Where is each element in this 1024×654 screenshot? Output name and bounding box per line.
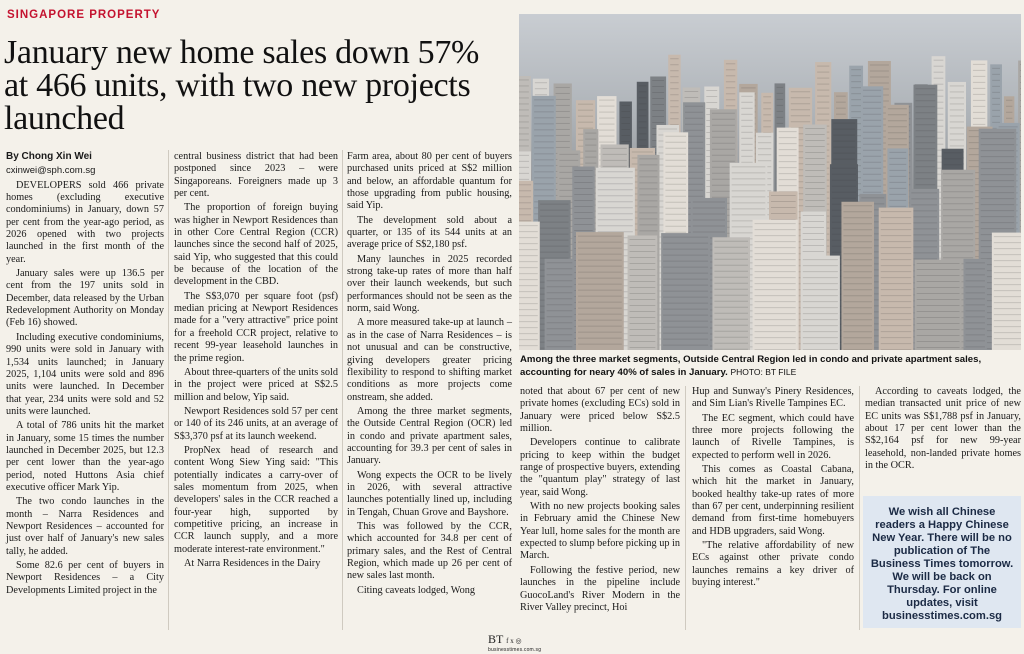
paragraph: Farm area, about 80 per cent of buyers purchased units priced at S$2 million and below, an affordable quantum for those upgrading from public housing, said Yip. [347, 151, 512, 212]
paragraph: PropNex head of research and content Wong Siew Ying said: "This potentially indicates a carry-over of sales momentum from 2025, when developers' sales in the CCR reached a four-year high, supported by competitive pricing, an increase in CCR launch supply, and a more moderate interest-rate environment." [174, 444, 338, 555]
article-column-6 [865, 386, 1021, 474]
paragraph: January sales were up 136.5 per cent from the 197 units sold in December, data released by the Urban Redevelopment Authority on Monday (Feb 16) showed. [6, 268, 164, 329]
social-icons: f x ◎ [506, 637, 522, 645]
paragraph: noted that about 67 per cent of new private homes (excluding ECs) sold in January were priced below S$2.5 million. [520, 386, 680, 435]
section-kicker: SINGAPORE PROPERTY [7, 9, 161, 21]
paragraph: About three-quarters of the units sold in the project were priced at S$2.5 million and below, Yip said. [174, 366, 338, 403]
column-rule [168, 150, 169, 630]
paragraph: Citing caveats lodged, Wong [357, 584, 475, 596]
paragraph: A more measured take-up at launch – as in the case of Narra Residences – is not unusual and can be constructive, giving developers greater pricing flexibility to respond to shifting market conditions as more projects come onstream, she added. [347, 317, 512, 403]
building [628, 235, 658, 350]
building [753, 220, 798, 350]
paragraph: The two condo launches in the month – Narra Residences and Newport Residences – accounted for just over half of January's new sales tally, he added. [6, 496, 164, 557]
building [915, 260, 962, 350]
column-rule [342, 150, 343, 630]
paragraph: Following the festive period, new launches in the pipeline include GuocoLand's River Modern in the River Valley precinct, Hoi [520, 564, 680, 613]
paragraph: central business district that had been postponed since 2023 – were Singaporeans. Foreigners made up 3 per cent. [174, 151, 338, 200]
column-rule [859, 386, 860, 630]
byline: By Chong Xin Wei [6, 151, 92, 162]
article-column-4 [520, 386, 680, 616]
paragraph: At Narra Residences in the Dairy [184, 558, 321, 569]
paragraph: With no new projects booking sales in February amid the Chinese New Year lull, home sales for the month are expected to slump before picking up in March. [520, 501, 680, 562]
bt-logo: BT [488, 632, 504, 646]
building [801, 256, 840, 350]
paragraph: Many launches in 2025 recorded strong take-up rates of more than half over their launch weekends, but such performances should not be seen as the norm, said Wong. [347, 253, 512, 315]
paragraph: Including executive condominiums, 990 units were sold in January with 1,534 units launched; in January 2025, 1,104 units were sold and 896 units were launched. In December that year, 234 units were sold and 52 units were launched. [6, 331, 164, 417]
author-email: cxinwei@sph.com.sg [6, 165, 96, 177]
paragraph: "The relative affordability of new ECs against other private condo launches remains a key driver of buying interest." [692, 540, 854, 589]
skyline-illustration [519, 14, 1021, 350]
paragraph: The development sold about a quarter, or 135 of its 544 units at an average price of S$2,180 psf. [347, 214, 512, 251]
paragraph: Some 82.6 per cent of buyers in Newport Residences – a City Developments Limited project in the [6, 560, 164, 596]
paragraph: This comes as Coastal Cabana, which hit the market in January, booked healthy take-up rates of more than 67 per cent, underpinning resilient demand from first-time homebuyers and HDB upgraders, said Wong. [692, 464, 854, 537]
city-skyline-photo [519, 14, 1021, 350]
headline: January new home sales down 57% at 466 units, with two new projects launched [4, 34, 480, 137]
caption-text: Among the three market segments, Outside Central Region led in condo and private apartment sales, accounting for neary 40% of sales in January. [520, 354, 982, 378]
paragraph: This was followed by the CCR, which accounted for 34.8 per cent of primary sales, and the Rest of Central Region, which made up 26 per cent of new sales last month. [347, 520, 512, 582]
article-column-2 [174, 151, 338, 572]
column-rule [685, 386, 686, 630]
page-footer [488, 632, 541, 653]
paragraph: According to caveats lodged, the median transacted unit price of new EC units was S$1,788 psf in January, about 17 per cent lower than the S$2,164 psf for new 99-year leasehold, non-landed private homes in the OCR. [865, 386, 1021, 472]
paragraph: The proportion of foreign buying was higher in Newport Residences than in other Core Central Region (CCR) launches since the second half of 2025, said Yip, who suggested that this could be because of the location of the development in the CBD. [174, 202, 338, 288]
footer-url: businesstimes.com.sg [488, 647, 542, 653]
building [712, 237, 750, 350]
photo-credit: PHOTO: BT FILE [730, 367, 797, 377]
paragraph: Among the three market segments, the Outside Central Region (OCR) led in condo and private apartment sales, accounting for 39.3 per cent of sales in January. [347, 405, 512, 467]
paragraph: DEVELOPERS sold 466 private homes (excluding executive condominiums) in January, down 57 per cent from the year-ago period, as 2026 opened with two projects launched in the first month of the year. [6, 179, 164, 265]
paragraph: Hup and Sunway's Pinery Residences, and Sim Lian's Rivelle Tampines EC. [692, 386, 854, 410]
holiday-notice-box: We wish all Chinese readers a Happy Chinese New Year. There will be no publication of The Business Times tomorrow. We will be back on Thursday. For online updates, visit businesstimes.com.sg [863, 496, 1021, 628]
paragraph: Wong expects the OCR to be lively in 2026, with several attractive launches potentially lined up, including in Tengah, Chuan Grove and Bayshore. [347, 469, 512, 518]
photo-caption [520, 354, 1020, 379]
article-column-5 [692, 386, 854, 592]
paragraph: The EC segment, which could have three more projects following the launch of Rivelle Tampines, is expected to perform well in 2026. [692, 412, 854, 461]
paragraph: A total of 786 units hit the market in January, some 15 times the number launched in December 2025, but 12.3 per cent lower than the year-ago period, noted Huttons Asia chief executive officer Mark Yip. [6, 420, 164, 493]
article-column-3 [347, 151, 512, 599]
article-column-1 [6, 151, 164, 599]
paragraph: The S$3,070 per square foot (psf) median pricing at Newport Residences made for a "very attractive" price point for a freehold CCR project, relative to recent 99-year leasehold launches in the prime region. [174, 290, 338, 364]
paragraph: Newport Residences sold 57 per cent or 140 of its 246 units, at an average of S$3,370 psf at its launch weekend. [174, 405, 338, 442]
paragraph: Developers continue to calibrate pricing to keep within the budget range of prospective buyers, extending the "quantum play" strategy of last year, said Wong. [520, 437, 680, 498]
building [879, 208, 914, 350]
